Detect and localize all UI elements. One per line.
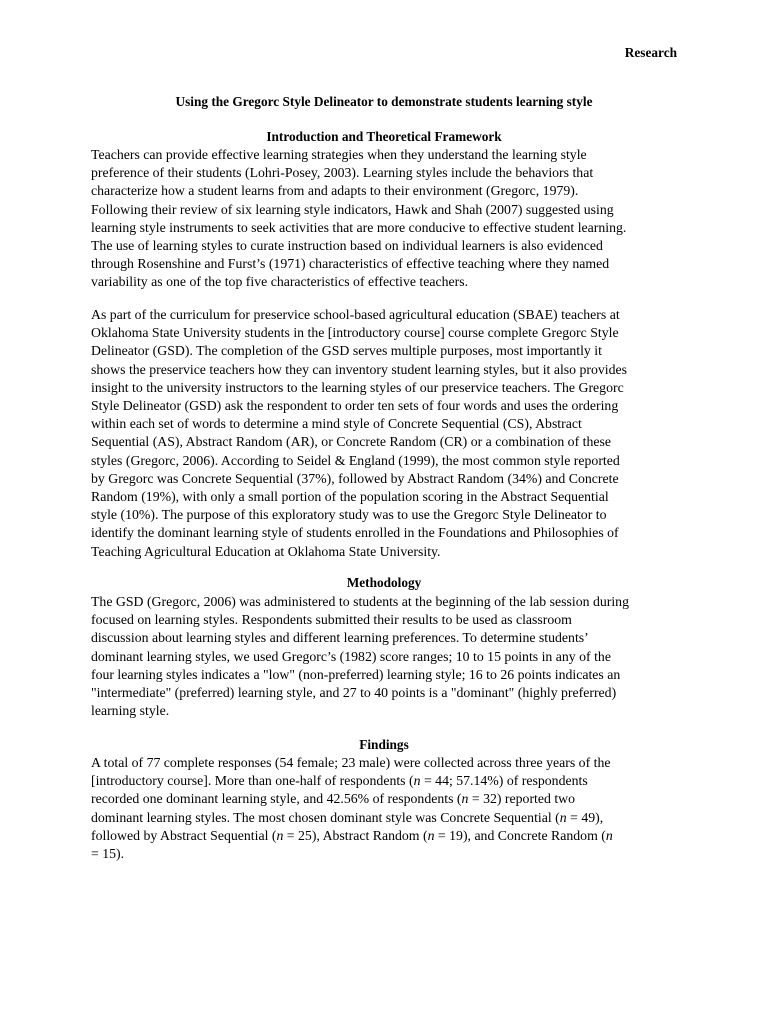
text-line: insight to the university instructors to the learning styles of our preservice teachers. The Gregorc (91, 379, 624, 395)
text-line: = 15). (91, 846, 125, 862)
n-symbol: n (605, 827, 613, 843)
text-run: followed by Abstract Sequential ( (91, 827, 277, 843)
running-header: Research (624, 45, 677, 60)
findings-paragraph (91, 754, 691, 863)
text-line: The use of learning styles to curate instruction based on individual learners is also evidenced (91, 238, 603, 254)
n-symbol: n (413, 773, 421, 789)
text-run: = 44; 57.14%) of respondents (420, 773, 588, 789)
text-line: Delineator (GSD). The completion of the GSD serves multiple purposes, most importantly it (91, 343, 602, 359)
text-line: through Rosenshine and Furst’s (1971) characteristics of effective teaching where they named (91, 256, 610, 272)
intro-heading: Introduction and Theoretical Framework (266, 129, 502, 144)
text-line: A total of 77 complete responses (54 female; 23 male) were collected across three years of the (91, 755, 611, 770)
text-run: = 32) reported two (468, 791, 576, 807)
text-line: Following their review of six learning style indicators, Hawk and Shah (2007) suggested using (91, 201, 614, 217)
text-line: dominant learning styles, we used Gregorc’s (1982) score ranges; 10 to 15 points in any of the (91, 648, 611, 664)
text-line: Sequential (AS), Abstract Random (AR), or Concrete Random (CR) or a combination of these (91, 434, 611, 450)
text-line: four learning styles indicates a "low" (non-preferred) learning style; 16 to 26 points indicates an (91, 666, 621, 682)
text-line (91, 772, 691, 790)
text-run: dominant learning styles. The most chosen dominant style was Concrete Sequential ( (91, 809, 560, 825)
text-run: = 49), (566, 809, 604, 825)
text-run: = 19), and Concrete Random ( (434, 827, 606, 843)
intro-paragraph-2 (91, 306, 691, 561)
n-symbol: n (559, 809, 567, 825)
text-line (91, 790, 691, 808)
paper-title: Using the Gregorc Style Delineator to demonstrate students learning style (175, 94, 593, 109)
n-symbol: n (461, 791, 469, 807)
text-line: preference of their students (Lohri-Posey, 2003). Learning styles include the behaviors that (91, 165, 594, 181)
text-run: = 25), Abstract Random ( (283, 827, 428, 843)
text-line: discussion about learning styles and different learning preferences. To determine students’ (91, 630, 589, 646)
text-run: [introductory course]. More than one-half of respondents ( (91, 773, 414, 789)
text-line: within each set of words to determine a mind style of Concrete Sequential (CS), Abstract (91, 416, 582, 432)
text-line: styles (Gregorc, 2006). According to Seidel & England (1999), the most common style reported (91, 452, 620, 468)
intro-paragraph-1 (91, 146, 691, 292)
text-line: Teachers can provide effective learning strategies when they understand the learning style (91, 147, 587, 162)
n-symbol: n (427, 827, 435, 843)
text-line: by Gregorc was Concrete Sequential (37%), followed by Abstract Random (34%) and Concrete (91, 470, 619, 486)
text-line (91, 827, 691, 845)
methodology-paragraph (91, 593, 691, 720)
text-line: The GSD (Gregorc, 2006) was administered to students at the beginning of the lab session during (91, 594, 629, 609)
text-line: learning style instruments to seek activities that are more conducive to effective student learning. (91, 219, 627, 235)
text-line (91, 809, 691, 827)
text-line: identify the dominant learning style of students enrolled in the Foundations and Philosophies of (91, 525, 619, 541)
text-line: As part of the curriculum for preservice school-based agricultural education (SBAE) teachers at (91, 307, 620, 322)
text-line: Teaching Agricultural Education at Oklahoma State University. (91, 543, 441, 559)
text-line: Random (19%), with only a small portion of the population scoring in the Abstract Sequential (91, 489, 609, 505)
text-line: focused on learning styles. Respondents submitted their results to be used as classroom (91, 612, 572, 628)
text-run: recorded one dominant learning style, and 42.56% of respondents ( (91, 791, 462, 807)
n-symbol: n (276, 827, 284, 843)
text-line: learning style. (91, 703, 170, 719)
methodology-heading: Methodology (346, 575, 422, 590)
text-line: "intermediate" (preferred) learning style, and 27 to 40 points is a "dominant" (highly preferred) (91, 685, 617, 701)
findings-heading: Findings (359, 737, 409, 752)
text-line: style (10%). The purpose of this exploratory study was to use the Gregorc Style Delineator to (91, 507, 607, 523)
text-line: Style Delineator (GSD) ask the respondent to order ten sets of four words and uses the ordering (91, 398, 619, 414)
text-line: variability as one of the top five characteristics of effective teachers. (91, 274, 469, 290)
text-line: Oklahoma State University students in the [introductory course] course complete Gregorc Style (91, 325, 619, 341)
text-line: shows the preservice teachers how they can inventory student learning styles, but it also provides (91, 361, 628, 377)
text-line: characterize how a student learns from and adapts to their environment (Gregorc, 1979). (91, 183, 579, 199)
